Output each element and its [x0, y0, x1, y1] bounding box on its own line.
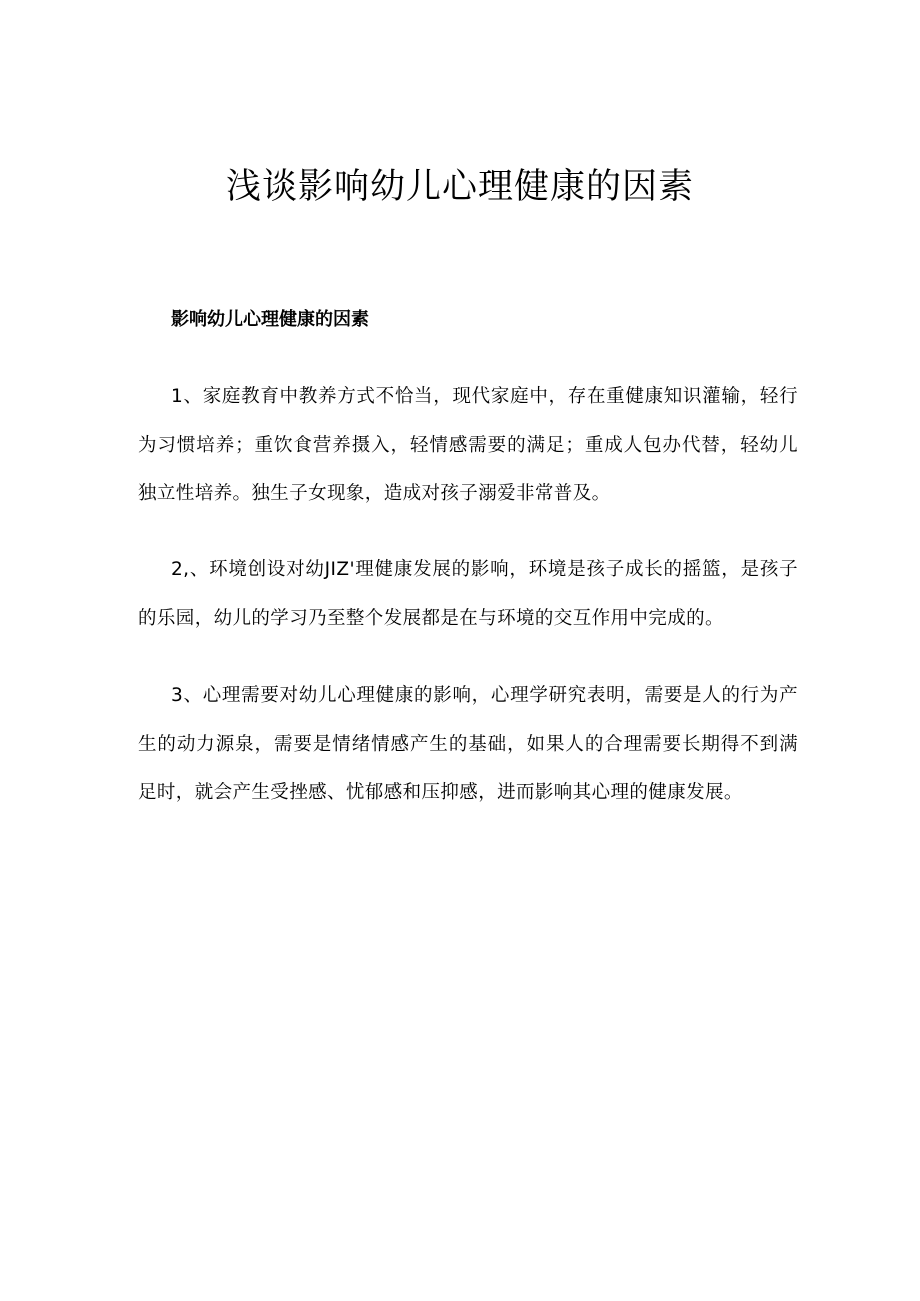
paragraph-2: 2,、环境创设对幼JIZ'理健康发展的影响，环境是孩子成长的摇篮，是孩子的乐园，幼儿的学习乃至整个发展都是在与环境的交互作用中完成的。: [138, 559, 798, 629]
paragraph-1: 1、家庭教育中教养方式不恰当，现代家庭中，存在重健康知识灌输，轻行为习惯培养；重饮食营养摄入，轻情感需要的满足；重成人包办代替，轻幼儿独立性培养。独生子女现象，造成对孩子溺爱非常普及。: [138, 386, 798, 504]
section-heading: 影响幼儿心理健康的因素: [171, 309, 369, 330]
paragraph-3: 3、心理需要对幼儿心理健康的影响，心理学研究表明，需要是人的行为产生的动力源泉，需要是情绪情感产生的基础，如果人的合理需要长期得不到满足时，就会产生受挫感、忧郁感和压抑感，进而影响其心理的健康发展。: [138, 685, 798, 803]
document-title: 浅谈影响幼儿心理健康的因素: [225, 167, 694, 207]
